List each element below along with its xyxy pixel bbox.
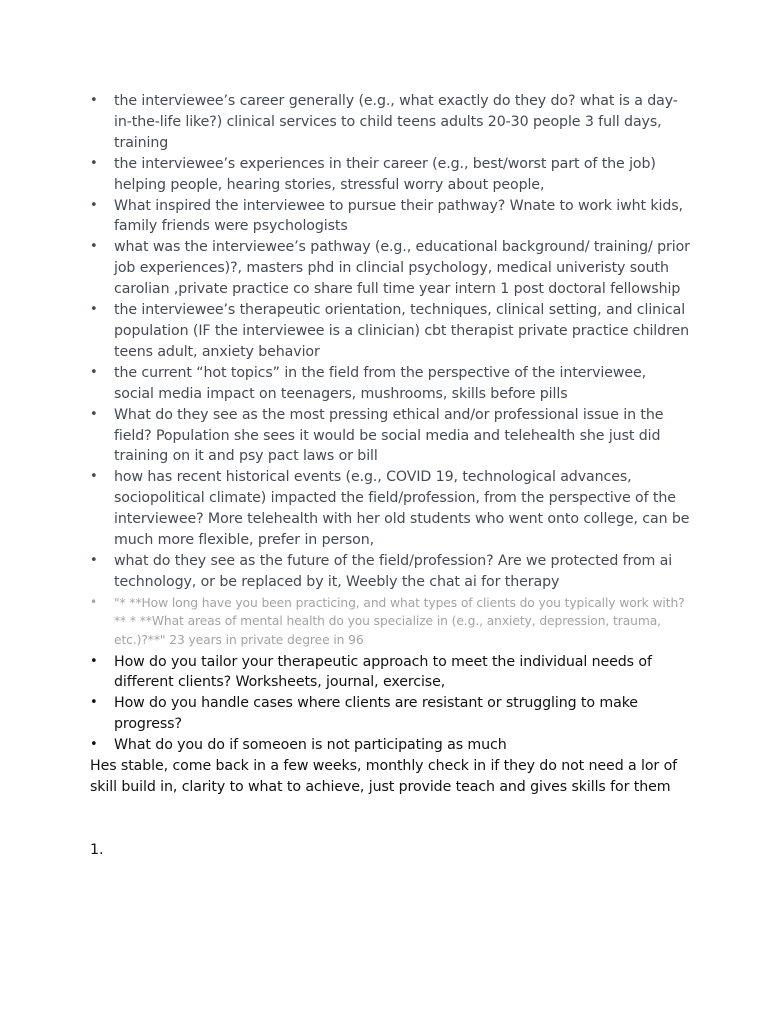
numbered-list-item: 1. <box>90 841 104 858</box>
list-item-text: What do they see as the most pressing ethical and/or professional issue in the field? Population she sees it would be social media and telehealth she just did training on it and psy pact laws or bill <box>114 406 664 465</box>
list-item <box>90 693 690 735</box>
bullet-marker: • <box>90 197 98 213</box>
bullet-marker: • <box>90 93 98 108</box>
list-item <box>90 300 690 363</box>
bullet-marker: • <box>90 155 98 171</box>
list-item <box>90 154 690 196</box>
list-item-text: what was the interviewee’s pathway (e.g., educational background/ training/ prior job experiences)?, masters phd in clincial psychology, medical univeristy south carolian ,private practice co share full time year intern 1 post doctoral fellowship <box>114 239 690 298</box>
closing-paragraph: Hes stable, come back in a few weeks, monthly check in if they do not need a lor of skill build in, clarity to what to achieve, just provide teach and gives skills for them <box>90 758 678 795</box>
list-item <box>90 91 690 154</box>
list-item-text: what do they see as the future of the field/profession? Are we protected from ai technology, or be replaced by it, Weebly the chat ai for therapy <box>114 552 673 590</box>
list-item <box>90 467 690 551</box>
bullet-marker: • <box>90 653 98 669</box>
bullet-marker: • <box>90 594 97 609</box>
list-item <box>90 237 690 300</box>
list-item <box>90 405 690 468</box>
list-item-text: the current “hot topics” in the field from the perspective of the interviewee, social media impact on teenagers, mushrooms, skills before pills <box>114 364 647 402</box>
list-item <box>90 735 690 756</box>
list-item <box>90 196 690 238</box>
document-page <box>90 91 690 861</box>
bullet-marker: • <box>90 552 98 568</box>
bullet-marker: • <box>90 737 98 753</box>
bullet-marker: • <box>90 406 98 422</box>
list-item-text: What do you do if someoen is not participating as much <box>114 737 507 754</box>
list-item <box>90 593 690 652</box>
list-item <box>90 652 690 694</box>
list-item-text: "* **How long have you been practicing, and what types of clients do you typically work with?** * **What areas of mental health do you specialize in (e.g., anxiety, depression, trauma, etc.)?**" 23 years in private degree in 96 <box>114 595 685 647</box>
bullet-list <box>90 91 690 756</box>
bullet-marker: • <box>90 695 98 711</box>
bullet-marker: • <box>90 469 98 485</box>
list-item-text: How do you tailor your therapeutic approach to meet the individual needs of different clients? Worksheets, journal, exercise, <box>114 653 652 691</box>
bullet-marker: • <box>90 364 98 380</box>
bullet-marker: • <box>90 302 98 318</box>
list-item <box>90 551 690 593</box>
list-item <box>90 363 690 405</box>
list-item-text: the interviewee’s therapeutic orientation, techniques, clinical setting, and clinical population (IF the interviewee is a clinician) cbt therapist private practice children teens adult, anxiety behavior <box>114 302 689 360</box>
list-item-text: What inspired the interviewee to pursue their pathway? Wnate to work iwht kids, family friends were psychologists <box>114 197 683 235</box>
list-item-text: the interviewee’s experiences in their career (e.g., best/worst part of the job) helping people, hearing stories, stressful worry about people, <box>114 155 656 193</box>
list-item-text: the interviewee’s career generally (e.g., what exactly do they do? what is a day-in-the-life like?) clinical services to child teens adults 20-30 people 3 full days, training <box>114 93 678 151</box>
bullet-marker: • <box>90 239 98 255</box>
list-item-text: How do you handle cases where clients are resistant or struggling to make progress? <box>114 695 638 733</box>
list-item-text: how has recent historical events (e.g., COVID 19, technological advances, sociopolitical climate) impacted the field/profession, from the perspective of the interviewee? More telehealth with her old students who went onto college, can be much more flexible, prefer in person, <box>114 469 690 549</box>
